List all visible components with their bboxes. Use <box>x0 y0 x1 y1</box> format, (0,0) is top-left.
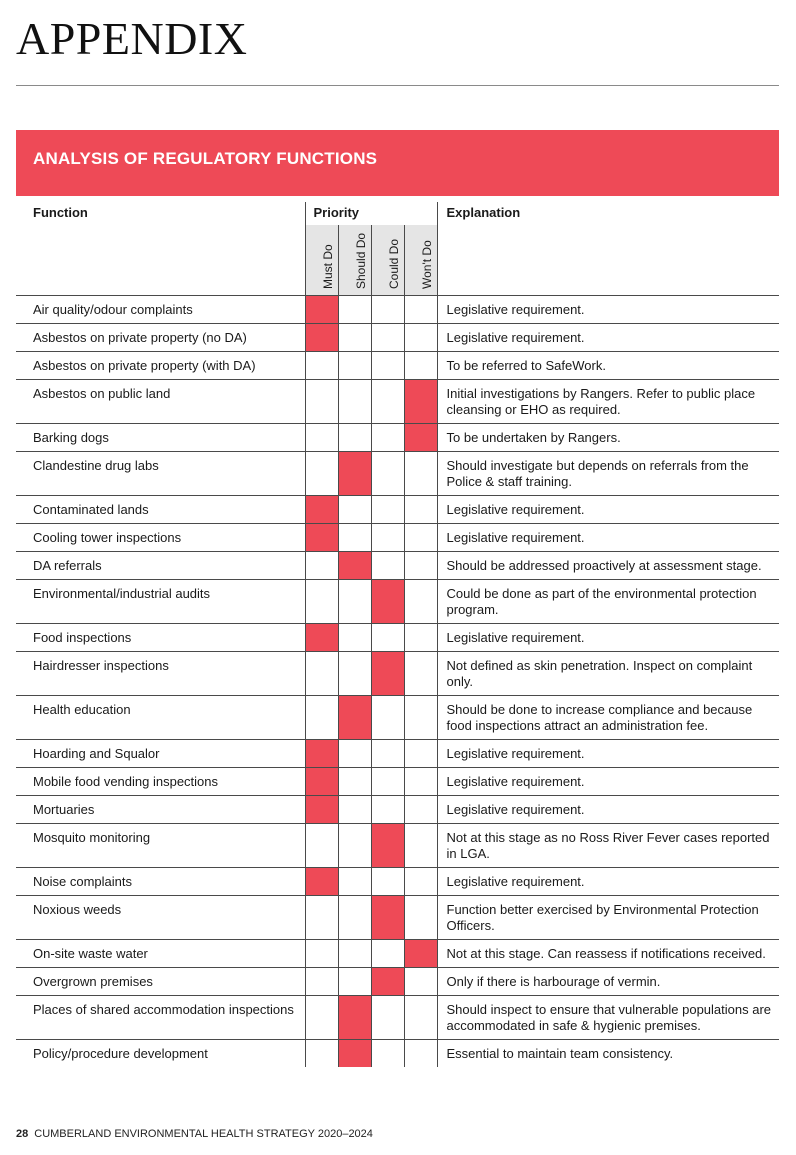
priority-marker <box>305 740 338 768</box>
table-row <box>16 552 779 580</box>
table-row <box>16 580 779 624</box>
priority-cell <box>338 424 371 452</box>
priority-cell <box>371 552 404 580</box>
function-cell: Hoarding and Squalor <box>16 740 305 768</box>
priority-marker <box>404 424 437 452</box>
explanation-cell: Initial investigations by Rangers. Refer to public place cleansing or EHO as required. <box>437 380 779 424</box>
function-cell: DA referrals <box>16 552 305 580</box>
priority-cell <box>338 740 371 768</box>
priority-cell <box>404 580 437 624</box>
priority-header-should-do <box>338 225 371 296</box>
table-row <box>16 1040 779 1068</box>
priority-cell <box>371 324 404 352</box>
priority-cell <box>371 452 404 496</box>
priority-cell <box>305 580 338 624</box>
priority-marker <box>371 652 404 696</box>
priority-cell <box>371 1040 404 1068</box>
explanation-cell: Function better exercised by Environmental Protection Officers. <box>437 896 779 940</box>
priority-cell <box>404 768 437 796</box>
function-cell: Cooling tower inspections <box>16 524 305 552</box>
function-cell: Health education <box>16 696 305 740</box>
explanation-cell: Legislative requirement. <box>437 740 779 768</box>
table-row <box>16 352 779 380</box>
function-cell: Hairdresser inspections <box>16 652 305 696</box>
page-title: APPENDIX <box>16 13 248 64</box>
priority-cell <box>305 380 338 424</box>
table-row <box>16 768 779 796</box>
priority-cell <box>404 740 437 768</box>
priority-cell <box>371 996 404 1040</box>
priority-cell <box>404 296 437 324</box>
priority-marker <box>338 696 371 740</box>
regulatory-functions-table <box>16 202 779 1067</box>
explanation-cell: Not at this stage. Can reassess if notifications received. <box>437 940 779 968</box>
table-row <box>16 740 779 768</box>
priority-cell <box>338 352 371 380</box>
priority-cell <box>371 624 404 652</box>
priority-marker <box>371 896 404 940</box>
table-row <box>16 452 779 496</box>
priority-header-wont-do <box>404 225 437 296</box>
priority-cell <box>371 496 404 524</box>
title-divider <box>16 85 779 86</box>
priority-cell <box>371 868 404 896</box>
table-row <box>16 624 779 652</box>
priority-label: Won't Do <box>419 240 434 289</box>
function-header-spacer <box>16 225 305 296</box>
function-cell: Policy/procedure development <box>16 1040 305 1068</box>
explanation-cell: Legislative requirement. <box>437 296 779 324</box>
page-footer <box>16 1128 373 1140</box>
table-row <box>16 324 779 352</box>
explanation-column-header: Explanation <box>446 205 521 220</box>
table-row <box>16 296 779 324</box>
function-column-header: Function <box>33 205 88 220</box>
table-row <box>16 380 779 424</box>
priority-marker <box>305 768 338 796</box>
priority-cell <box>404 652 437 696</box>
priority-cell <box>338 940 371 968</box>
priority-cell <box>371 696 404 740</box>
explanation-cell: Could be done as part of the environmental protection program. <box>437 580 779 624</box>
explanation-cell: To be undertaken by Rangers. <box>437 424 779 452</box>
priority-marker <box>305 796 338 824</box>
priority-cell <box>338 868 371 896</box>
priority-cell <box>338 896 371 940</box>
priority-cell <box>404 624 437 652</box>
priority-cell <box>338 580 371 624</box>
priority-cell <box>305 696 338 740</box>
explanation-cell: Should inspect to ensure that vulnerable populations are accommodated in safe & hygienic premises. <box>437 996 779 1040</box>
priority-cell <box>305 940 338 968</box>
function-cell: Overgrown premises <box>16 968 305 996</box>
table-row <box>16 496 779 524</box>
page-number: 28 <box>16 1128 29 1140</box>
priority-cell <box>305 352 338 380</box>
priority-marker <box>404 380 437 424</box>
priority-marker <box>305 324 338 352</box>
priority-marker <box>305 868 338 896</box>
priority-cell <box>371 524 404 552</box>
explanation-cell: Legislative requirement. <box>437 868 779 896</box>
priority-header-could-do <box>371 225 404 296</box>
function-cell: Clandestine drug labs <box>16 452 305 496</box>
table-row <box>16 824 779 868</box>
table-row <box>16 524 779 552</box>
document-title: CUMBERLAND ENVIRONMENTAL HEALTH STRATEGY 2020–2024 <box>34 1128 373 1140</box>
priority-cell <box>338 624 371 652</box>
priority-cell <box>371 380 404 424</box>
priority-cell <box>338 796 371 824</box>
table-row <box>16 424 779 452</box>
function-cell: Mortuaries <box>16 796 305 824</box>
priority-header-must-do <box>305 225 338 296</box>
priority-cell <box>371 296 404 324</box>
priority-marker <box>338 996 371 1040</box>
priority-cell <box>404 796 437 824</box>
table-row <box>16 968 779 996</box>
function-cell: Asbestos on private property (no DA) <box>16 324 305 352</box>
priority-marker <box>305 624 338 652</box>
priority-cell <box>338 652 371 696</box>
priority-label: Should Do <box>353 232 368 289</box>
priority-marker <box>338 552 371 580</box>
explanation-cell: Should investigate but depends on referrals from the Police & staff training. <box>437 452 779 496</box>
priority-cell <box>404 968 437 996</box>
table-row <box>16 940 779 968</box>
explanation-cell: Legislative requirement. <box>437 768 779 796</box>
priority-marker <box>371 580 404 624</box>
function-cell: Asbestos on private property (with DA) <box>16 352 305 380</box>
priority-cell <box>338 524 371 552</box>
function-cell: Barking dogs <box>16 424 305 452</box>
priority-cell <box>338 324 371 352</box>
table-row <box>16 868 779 896</box>
priority-cell <box>371 796 404 824</box>
table-row <box>16 996 779 1040</box>
function-cell: Contaminated lands <box>16 496 305 524</box>
priority-cell <box>371 940 404 968</box>
priority-cell <box>305 452 338 496</box>
function-cell: Mobile food vending inspections <box>16 768 305 796</box>
function-cell: On-site waste water <box>16 940 305 968</box>
priority-marker <box>371 824 404 868</box>
priority-cell <box>404 452 437 496</box>
priority-cell <box>305 996 338 1040</box>
priority-marker <box>338 1040 371 1068</box>
explanation-cell: Legislative requirement. <box>437 796 779 824</box>
priority-cell <box>404 552 437 580</box>
priority-cell <box>305 968 338 996</box>
explanation-cell: To be referred to SafeWork. <box>437 352 779 380</box>
priority-cell <box>338 380 371 424</box>
priority-cell <box>338 768 371 796</box>
priority-cell <box>404 352 437 380</box>
priority-marker <box>338 452 371 496</box>
function-cell: Air quality/odour complaints <box>16 296 305 324</box>
priority-cell <box>404 996 437 1040</box>
explanation-cell: Legislative requirement. <box>437 524 779 552</box>
priority-cell <box>305 652 338 696</box>
priority-cell <box>338 824 371 868</box>
explanation-cell: Not at this stage as no Ross River Fever cases reported in LGA. <box>437 824 779 868</box>
priority-marker <box>305 496 338 524</box>
function-cell: Asbestos on public land <box>16 380 305 424</box>
priority-cell <box>371 740 404 768</box>
table-row <box>16 696 779 740</box>
priority-cell <box>404 824 437 868</box>
function-cell: Mosquito monitoring <box>16 824 305 868</box>
section-title: ANALYSIS OF REGULATORY FUNCTIONS <box>33 149 378 168</box>
function-cell: Food inspections <box>16 624 305 652</box>
priority-marker <box>404 940 437 968</box>
explanation-cell: Legislative requirement. <box>437 496 779 524</box>
explanation-cell: Should be done to increase compliance and because food inspections attract an administration fee. <box>437 696 779 740</box>
table-row <box>16 896 779 940</box>
priority-cell <box>404 324 437 352</box>
priority-cell <box>305 424 338 452</box>
priority-cell <box>371 768 404 796</box>
function-cell: Places of shared accommodation inspections <box>16 996 305 1040</box>
priority-cell <box>338 496 371 524</box>
priority-cell <box>305 1040 338 1068</box>
priority-column-header: Priority <box>305 202 437 225</box>
priority-cell <box>338 296 371 324</box>
priority-cell <box>371 424 404 452</box>
table-row <box>16 652 779 696</box>
priority-label: Could Do <box>386 238 401 289</box>
priority-cell <box>404 1040 437 1068</box>
priority-cell <box>305 552 338 580</box>
priority-cell <box>404 868 437 896</box>
explanation-cell: Essential to maintain team consistency. <box>437 1040 779 1068</box>
function-cell: Noxious weeds <box>16 896 305 940</box>
priority-cell <box>404 524 437 552</box>
priority-cell <box>305 896 338 940</box>
priority-cell <box>404 496 437 524</box>
priority-marker <box>371 968 404 996</box>
table-row <box>16 796 779 824</box>
function-cell: Environmental/industrial audits <box>16 580 305 624</box>
priority-cell <box>404 696 437 740</box>
priority-cell <box>305 824 338 868</box>
priority-marker <box>305 524 338 552</box>
function-cell: Noise complaints <box>16 868 305 896</box>
section-banner <box>16 130 779 196</box>
priority-marker <box>305 296 338 324</box>
explanation-cell: Legislative requirement. <box>437 324 779 352</box>
priority-cell <box>371 352 404 380</box>
explanation-cell: Should be addressed proactively at assessment stage. <box>437 552 779 580</box>
priority-label: Must Do <box>320 244 335 289</box>
priority-cell <box>404 896 437 940</box>
priority-cell <box>338 968 371 996</box>
explanation-cell: Not defined as skin penetration. Inspect on complaint only. <box>437 652 779 696</box>
explanation-cell: Legislative requirement. <box>437 624 779 652</box>
explanation-cell: Only if there is harbourage of vermin. <box>437 968 779 996</box>
